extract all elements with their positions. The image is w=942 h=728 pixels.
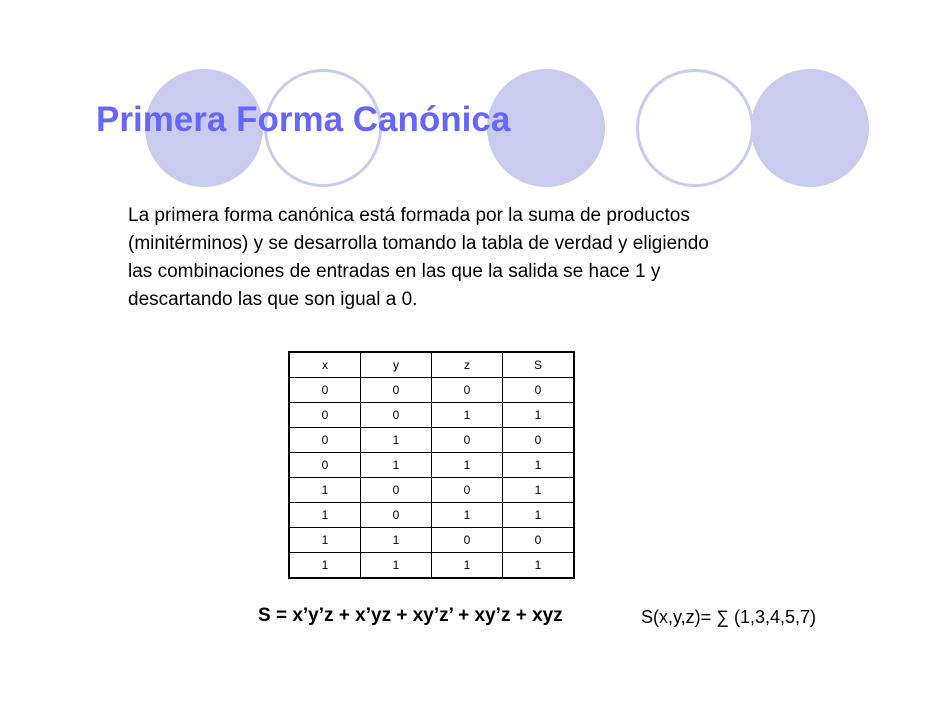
header-cell: S [503, 352, 575, 378]
table-row [289, 528, 574, 553]
decorative-circle-5 [751, 69, 869, 187]
table-row [289, 403, 574, 428]
table-cell: 1 [432, 553, 503, 579]
table-cell: 1 [289, 503, 361, 528]
table-cell: 0 [432, 528, 503, 553]
table-cell: 0 [289, 453, 361, 478]
table-cell: 0 [503, 528, 575, 553]
table-cell: 0 [432, 428, 503, 453]
table-cell: 1 [361, 428, 432, 453]
table-cell: 0 [432, 478, 503, 503]
table-cell: 0 [503, 428, 575, 453]
table-cell: 1 [432, 503, 503, 528]
table-row [289, 453, 574, 478]
header-cell: y [361, 352, 432, 378]
table-row [289, 428, 574, 453]
table-cell: 0 [503, 378, 575, 403]
table-row [289, 378, 574, 403]
paragraph-line: descartando las que son igual a 0. [128, 289, 418, 310]
decorative-circle-4 [636, 69, 754, 187]
table-cell: 0 [289, 428, 361, 453]
table-cell: 1 [503, 403, 575, 428]
table-cell: 1 [361, 528, 432, 553]
table-cell: 1 [503, 453, 575, 478]
table-cell: 1 [503, 503, 575, 528]
paragraph-line: La primera forma canónica está formada por la suma de productos [128, 205, 690, 226]
table-row [289, 478, 574, 503]
table-cell: 0 [361, 403, 432, 428]
table-cell: 0 [361, 378, 432, 403]
table-cell: 1 [432, 453, 503, 478]
table-cell: 1 [289, 478, 361, 503]
table-cell: 0 [361, 503, 432, 528]
table-row [289, 503, 574, 528]
table-cell: 0 [289, 403, 361, 428]
boolean-formula: S = x’y’z + x’yz + xy’z’ + xy’z + xyz [258, 605, 563, 626]
truth-table [288, 351, 575, 579]
table-cell: 1 [503, 553, 575, 579]
header-cell: x [289, 352, 361, 378]
table-cell: 1 [289, 528, 361, 553]
paragraph-line: las combinaciones de entradas en las que la salida se hace 1 y [128, 261, 661, 282]
slide-title: Primera Forma Canónica [96, 100, 511, 139]
table-cell: 0 [361, 478, 432, 503]
paragraph-line: (minitérminos) y se desarrolla tomando la tabla de verdad y eligiendo [128, 233, 709, 254]
table-cell: 1 [432, 403, 503, 428]
table-cell: 1 [289, 553, 361, 579]
table-cell: 1 [361, 453, 432, 478]
minterm-sum-notation: S(x,y,z)= ∑ (1,3,4,5,7) [641, 607, 817, 627]
table-header-row [289, 352, 574, 378]
table-cell: 1 [361, 553, 432, 579]
slide-paragraph [128, 202, 848, 314]
table-cell: 0 [432, 378, 503, 403]
table-row [289, 553, 574, 579]
header-cell: z [432, 352, 503, 378]
table-cell: 1 [503, 478, 575, 503]
table-cell: 0 [289, 378, 361, 403]
